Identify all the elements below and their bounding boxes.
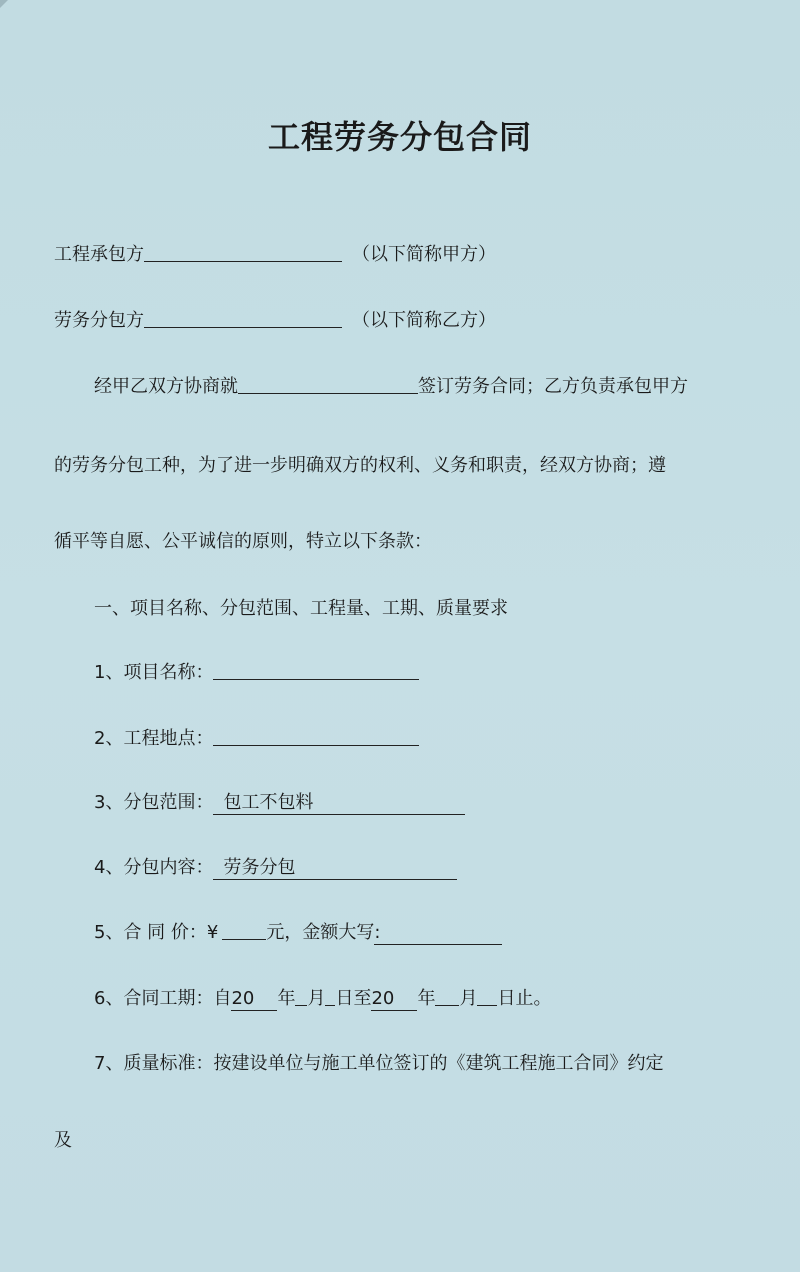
party-a-blank[interactable] bbox=[144, 243, 342, 262]
party-b-line bbox=[54, 308, 496, 334]
intro-prefix: 经甲乙双方协商就 bbox=[94, 376, 238, 397]
period-start-month-blank[interactable] bbox=[295, 987, 307, 1006]
intro-line-3: 循平等自愿、公平诚信的原则，特立以下条款： bbox=[54, 531, 432, 552]
period-end-month-blank[interactable] bbox=[435, 987, 459, 1006]
period-end: 日止。 bbox=[497, 988, 552, 1009]
period-end-year-prefix: 20 bbox=[371, 988, 395, 1009]
content-label: 4、分包内容： bbox=[94, 857, 214, 878]
location-blank[interactable] bbox=[213, 727, 419, 746]
period-day-to: 日至 bbox=[335, 988, 372, 1009]
period-start-year-prefix: 20 bbox=[231, 988, 255, 1009]
period-month-1: 月 bbox=[307, 988, 326, 1009]
period-year-1: 年 bbox=[277, 988, 296, 1009]
project-name-blank[interactable] bbox=[213, 661, 419, 680]
party-b-note: （以下简称乙方） bbox=[352, 310, 496, 331]
location-label: 2、工程地点： bbox=[94, 728, 214, 749]
content-value[interactable]: 劳务分包 bbox=[213, 857, 457, 880]
price-currency: ¥ bbox=[206, 922, 219, 943]
item-scope bbox=[94, 790, 465, 816]
scope-value[interactable]: 包工不包料 bbox=[213, 792, 465, 815]
document-title: 工程劳务分包合同 bbox=[267, 118, 532, 156]
intro-line-2: 的劳务分包工种，为了进一步明确双方的权利、义务和职责，经双方协商；遵 bbox=[54, 455, 666, 476]
price-colon: : bbox=[374, 922, 381, 943]
intro-line-1 bbox=[94, 374, 688, 400]
scope-label: 3、分包范围： bbox=[94, 792, 214, 813]
period-end-day-blank[interactable] bbox=[477, 987, 497, 1006]
price-label: 5、合 同 价： bbox=[94, 922, 207, 943]
period-year-2: 年 bbox=[417, 988, 436, 1009]
party-a-label: 工程承包方 bbox=[54, 244, 144, 265]
section-heading: 一、项目名称、分包范围、工程量、工期、质量要求 bbox=[94, 598, 508, 619]
item-price bbox=[94, 920, 502, 946]
page-corner-mark bbox=[0, 0, 8, 8]
item-period bbox=[94, 986, 551, 1012]
party-b-blank[interactable] bbox=[144, 309, 342, 328]
period-month-2: 月 bbox=[459, 988, 478, 1009]
period-start-year-field[interactable] bbox=[231, 988, 277, 1011]
party-b-label: 劳务分包方 bbox=[54, 310, 144, 331]
party-a-note: （以下简称甲方） bbox=[352, 244, 496, 265]
item-quality: 7、质量标准：按建设单位与施工单位签订的《建筑工程施工合同》约定 bbox=[94, 1053, 664, 1074]
item-content bbox=[94, 855, 457, 881]
project-name-label: 1、项目名称： bbox=[94, 662, 214, 683]
period-end-year-field[interactable] bbox=[371, 988, 417, 1011]
price-amount-blank[interactable] bbox=[222, 921, 266, 940]
item-quality-continued: 及 bbox=[54, 1130, 72, 1151]
price-unit: 元，金额大写 bbox=[266, 922, 375, 943]
party-a-line bbox=[54, 242, 496, 268]
intro-suffix: 签订劳务合同；乙方负责承包甲方 bbox=[418, 376, 688, 397]
period-label: 6、合同工期：自 bbox=[94, 988, 232, 1009]
period-start-day-blank[interactable] bbox=[325, 987, 335, 1006]
price-words-field[interactable] bbox=[374, 922, 502, 945]
item-project-name bbox=[94, 660, 419, 686]
project-subject-blank[interactable] bbox=[238, 375, 418, 394]
item-location bbox=[94, 726, 419, 752]
